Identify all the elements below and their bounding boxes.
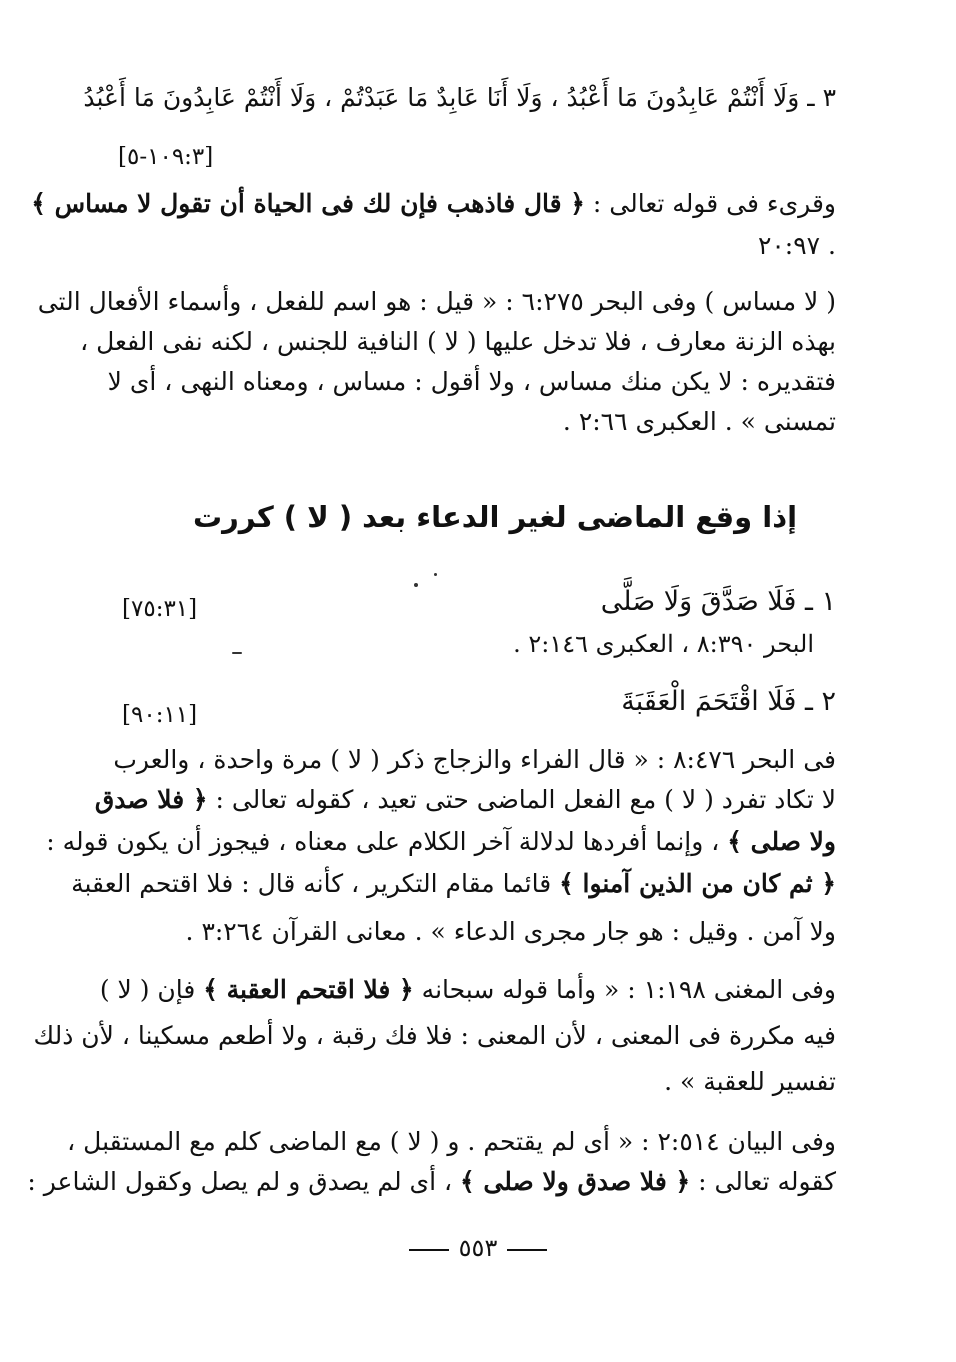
example-verse: ٢ ـ فَلَا اقْتَحَمَ الْعَقَبَةَ	[621, 686, 836, 717]
quran-quote: ولا صلى ﴾	[727, 827, 836, 856]
paragraph-line: فى البحر ٨:٤٧٦ : « قال الفراء والزجاج ذكر ( لا ) مرة واحدة ، والعرب	[113, 745, 836, 774]
quran-quote: ﴿ ثم كان من الذين آمنوا ﴾	[559, 869, 836, 898]
paragraph-line: ولا آمن . وقيل : هو جار مجرى الدعاء » . معانى القرآن ٣:٢٦٤ .	[185, 917, 836, 946]
paragraph-line: تمسنى » . العكبرى ٢:٦٦ .	[562, 407, 836, 436]
dash-ornament	[409, 1249, 449, 1251]
scan-speck	[434, 573, 437, 576]
paragraph-text: ، أى لم يصدق و لم يصل وكقول الشاعر :	[27, 1167, 461, 1196]
scan-speck	[232, 652, 242, 654]
reading-intro: وقرىء فى قوله تعالى :	[584, 189, 836, 218]
paragraph-line	[95, 782, 836, 818]
page-number	[0, 1234, 956, 1262]
reading-line	[31, 186, 836, 222]
paragraph-line: تفسير للعقبة » .	[664, 1067, 836, 1096]
paragraph-line	[71, 866, 836, 902]
verse-line: ٣ ـ وَلَا أَنْتُمْ عَابِدُونَ مَا أَعْبُدُ ، وَلَا أَنَا عَابِدٌ مَا عَبَدْتُمْ ، وَلَا أَنْتُمْ عَابِدُونَ مَا أَعْبُدُ	[83, 83, 836, 112]
paragraph-line: ( لا مساس ) وفى البحر ٦:٢٧٥ : « قيل : هو اسم للفعل ، وأسماء الأفعال التى	[37, 287, 836, 316]
dash-ornament	[507, 1249, 547, 1251]
paragraph-line	[27, 1164, 836, 1200]
paragraph-line: وفى البيان ٢:٥١٤ : « أى لم يقتحم . و ( لا ) مع الماضى كلم مع المستقبل ،	[67, 1127, 836, 1156]
paragraph-line: فتقديره : لا يكن منك مساس ، ولا أقول : مساس ، ومعناه النهى ، أى لا	[107, 367, 836, 396]
quran-quote: ﴿ فلا اقتحم العقبة ﴾	[203, 975, 414, 1004]
verse-reference: [١٠٩:٣-٥]	[118, 144, 214, 170]
reading-reference: . ٢٠:٩٧	[757, 231, 836, 260]
paragraph-text: كقوله تعالى :	[690, 1167, 836, 1196]
paragraph-text: فإن ( لا )	[99, 975, 204, 1004]
paragraph-text: قائما مقام التكرير ، كأنه قال : فلا اقتحم العقبة	[71, 869, 560, 898]
paragraph-text: لا تكاد تفرد ( لا ) مع الفعل الماضى حتى تعيد ، كقوله تعالى :	[207, 785, 836, 814]
paragraph-line	[100, 972, 836, 1008]
quran-quote: ﴿ فلا صدق	[94, 785, 208, 814]
section-heading: إذا وقع الماضى لغير الدعاء بعد ( لا ) كررت	[192, 500, 798, 534]
verse-reference: [٧٥:٣١]	[122, 596, 198, 622]
paragraph-line: فيه مكررة فى المعنى ، لأن المعنى : فلا فك رقبة ، ولا أطعم مسكينا ، لأن ذلك	[33, 1021, 836, 1050]
paragraph-text: ، وإنما أفردها لدلالة آخر الكلام على معناه ، فيجوز أن يكون قوله :	[46, 827, 728, 856]
quran-quote: ﴿ فلا صدق ولا صلى ﴾	[460, 1167, 691, 1196]
paragraph-text: وفى المغنى ١:١٩٨ : « وأما قوله سبحانه	[413, 975, 836, 1004]
quran-quote: ﴿ قال فاذهب فإن لك فى الحياة أن تقول لا مساس ﴾	[31, 189, 585, 218]
paragraph-line	[46, 824, 836, 860]
scan-speck	[414, 583, 418, 587]
page-number-text: ٥٥٣	[458, 1234, 498, 1262]
verse-reference: [٩٠:١١]	[122, 702, 198, 728]
source-line: البحر ٨:٣٩٠ ، العكبرى ٢:١٤٦ .	[513, 630, 814, 658]
example-verse: ١ ـ فَلَا صَدَّقَ وَلَا صَلَّى	[600, 586, 836, 617]
paragraph-line: بهذه الزنة معارف ، فلا تدخل عليها ( لا ) النافية للجنس ، لكنه نفى الفعل ،	[80, 327, 836, 356]
